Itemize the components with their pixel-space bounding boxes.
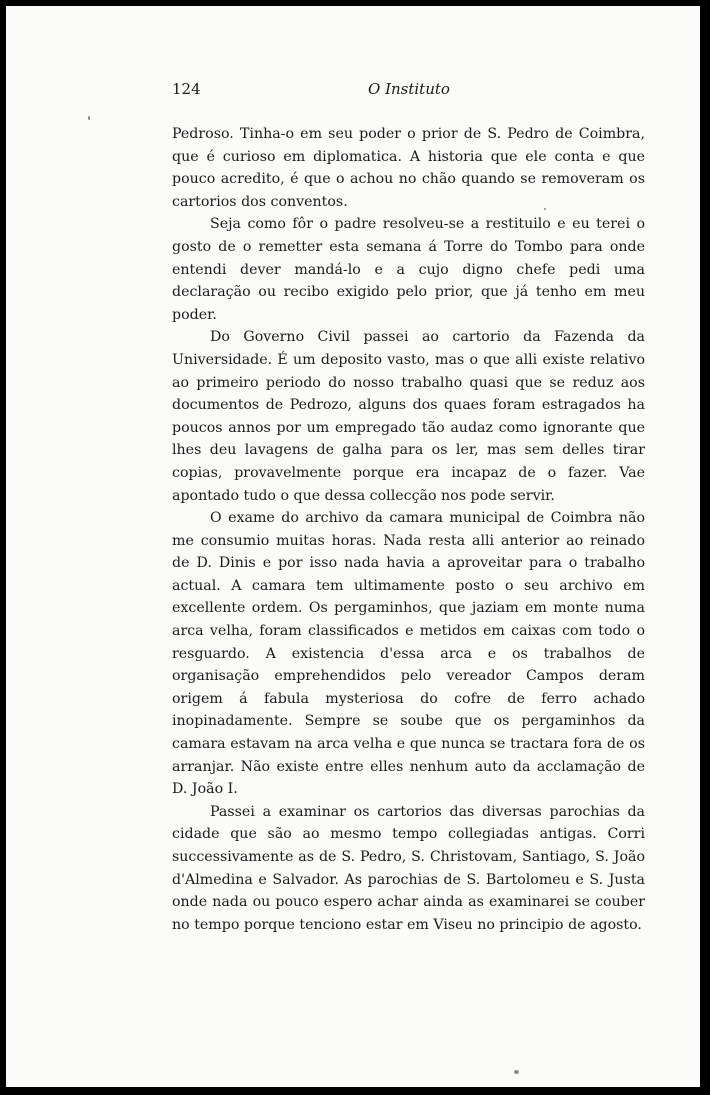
scan-speck [88,116,90,120]
running-title: O Instituto [368,80,450,98]
book-page [6,6,700,1087]
paragraph-1: Pedroso. Tinha-o em seu poder o prior de S. Pedro de Coimbra, que é curioso em diplomatica. A historia que ele conta e que pouco acredito, é que o achou no chão quando se removeram os cartorios dos conventos. [172,126,645,210]
page-header [6,80,700,104]
paragraph-5: Passei a examinar os cartorios das diversas parochias da cidade que são ao mesmo tempo collegiadas antigas. Corri successivamente as de S. Pedro, S. Christovam, Santiago, S. João d'Almedina e Salvador. As parochias de S. Bartolomeu e S. Justa onde nada ou pouco espero achar ainda as examinarei se couber no tempo porque tenciono estar em Viseu no principio de agosto. [172,803,645,933]
paragraph-2: Seja como fôr o padre resolveu-se a restituilo e eu terei o gosto de o remetter esta semana á Torre do Tombo para onde entendi dever mandá-lo e a cujo digno chefe pedi uma declaração ou recibo exigido pelo prior, que já tenho em meu poder. [172,216,645,323]
paragraph-3: Do Governo Civil passei ao cartorio da Fazenda da Universidade. É um deposito vasto, mas o que alli existe relativo ao primeiro periodo do nosso trabalho quasi que se reduz aos documentos de Pedrozo, alguns dos quaes foram estragados ha poucos annos por um empregado tão audaz como ignorante que lhes deu lavagens de galha para os ler, mas sem delles tirar copias, provavelmente porque era incapaz de o fazer. Vae apontado tudo o que dessa collecção nos pode servir. [172,329,645,504]
body-text [172,123,645,936]
scan-speck [514,1070,519,1074]
paragraph-4: O exame do archivo da camara municipal de Coimbra não me consumio muitas horas. Nada resta alli anterior ao reinado de D. Dinis e por isso nada havia a aproveitar para o trabalho actual. A camara tem ultimamente posto o seu archivo em excellente ordem. Os pergaminhos, que jaziam em monte numa arca velha, foram classificados e metidos em caixas com todo o resguardo. A existencia d'essa arca e os trabalhos de organisação emprehendidos pelo vereador Campos deram origem á fabula mysteriosa do cofre de ferro achado inopinadamente. Sempre se soube que os pergaminhos da camara estavam na arca velha e que nunca se tractara fora de os arranjar. Não existe entre elles nenhum auto da acclamação de D. João I. [172,510,645,798]
scan-speck [544,208,546,210]
page-number: 124 [172,80,201,98]
